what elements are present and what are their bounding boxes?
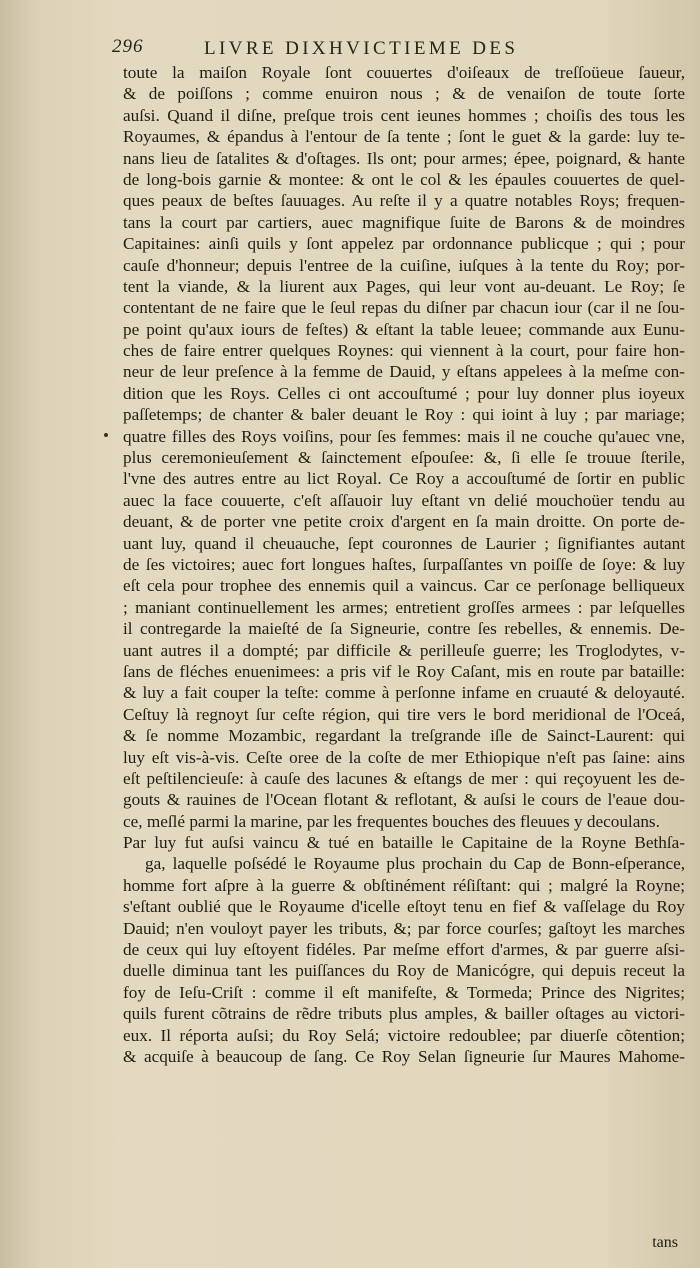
- text-line: pe point qu'aux iours de feſtes) & eſtant la table leuee; commande aux Eunu-: [123, 319, 685, 339]
- text-line: nans lieu de ſatalites & d'oſtages. Ils ont; pour armes; épee, poignard, & hante: [123, 148, 685, 168]
- text-line: auſsi. Quand il diſne, preſque trois cent ieunes hommes ; choiſis des tous les: [123, 105, 685, 125]
- text-line: & de poiſſons ; comme enuiron nous ; & de venaiſon de toute ſorte: [123, 84, 685, 104]
- text-line: luy eſt vis-à-vis. Ceſte oree de la coſte de mer Ethiopique n'eſt pas ſaine: ains: [123, 747, 685, 767]
- text-line: de ſes victoires; auec fort longues haſtes, ſurpaſſantes vn poiſſe de ſoye: & luy: [123, 554, 685, 574]
- text-line: de long-bois garnie & montee: & ont le col & les épaules couuertes de quel-: [123, 169, 685, 189]
- text-line: tans la court par cartiers, auec magnifique ſuite de Barons & de moindres: [123, 212, 685, 232]
- text-line: toute la maiſon Royale ſont couuertes d'oiſeaux de treſſoüeue ſaueur,: [123, 63, 685, 82]
- text-line: quils furent cõtrains de rẽdre tributs plus amples, & bailler oſtages au victori-: [123, 1004, 685, 1024]
- body-text: [123, 62, 685, 1067]
- text-line: foy de Ieſu-Criſt : comme il eſt manifeſte, & Tormeda; Prince des Nigrites;: [123, 982, 685, 1002]
- text-line: ; maniant continuellement les armes; entretient groſſes armees : par leſquelles: [123, 597, 685, 617]
- page-number: 296: [112, 36, 144, 57]
- text-line: ga, laquelle poſsédé le Royaume plus prochain du Cap de Bonn-eſperance,: [145, 854, 685, 874]
- text-line: uant autres il a dompté; par difficile & perilleuſe guerre; les Troglodytes, v-: [123, 640, 685, 660]
- text-line: ches de faire entrer quelques Roynes: qui viennent à la court, pour faire hon-: [123, 341, 685, 361]
- text-line: duelle diminua tant les puiſſances du Roy de Manicógre, qui depuis receut la: [123, 961, 685, 981]
- text-line: tent la viande, & la liurent aux Pages, qui leur vont au-deuant. Le Roy; ſe: [123, 276, 685, 296]
- text-line: uant luy, quand il cheuauche, ſept couronnes de Laurier ; ſignifiantes autant: [123, 533, 685, 553]
- margin-mark: [104, 433, 108, 437]
- text-line: Capitaines: ainſi quils y ſont appelez par ordonnance publicque ; qui ; pour: [123, 234, 685, 254]
- text-line: deuant, & de porter vne petite croix d'argent en ſa main droitte. On porte de-: [123, 512, 685, 532]
- text-line: contentant de ne faire que le ſeul repas du diſner par chacun iour (car il ne ſou-: [123, 298, 685, 318]
- text-line: Par luy fut auſsi vaincu & tué en bataille le Capitaine de la Royne Bethſa-: [123, 833, 685, 853]
- text-line: & ſe nomme Mozambic, regardant la treſgrande iſle de Sainct-Laurent: qui: [123, 726, 685, 746]
- text-line: ce, meſlé parmi la marine, par les frequentes bouches des fleuues y decoulans.: [123, 811, 660, 831]
- text-line: s'eſtant oublié que le Royaume d'icelle eſtoyt tenu en fief & vaſſelage du Roy: [123, 897, 685, 917]
- text-line: l'vne des autres entre au lict Royal. Ce Roy a accouſtumé de ſortir en public: [123, 469, 685, 489]
- text-line: Ceſtuy là regnoyt ſur ceſte région, qui tire vers le bord meridional de l'Oceá,: [123, 704, 685, 724]
- text-line: ſans de fléches enuenimees: a pris vif le Roy Caſant, mis en route par bataille:: [123, 661, 685, 681]
- text-line: neur de leur preſence à la femme de Dauid, y eſtans appelees à la meſme con-: [123, 362, 685, 382]
- text-line: & luy a fait couper la teſte: comme à perſonne infame en cruauté & deloyauté.: [123, 683, 685, 703]
- running-head: LIVRE DIXHVICTIEME DES: [204, 38, 519, 59]
- text-line: ques peaux de beſtes ſauuages. Au reſte il y a quatre notables Roys; frequen-: [123, 191, 685, 211]
- text-line: & acquiſe à beaucoup de ſang. Ce Roy Selan ſigneurie ſur Maures Mahome-: [123, 1046, 685, 1066]
- text-line: Royaumes, & épandus à l'entour de ſa tente ; ſont le guet & la garde: luy te-: [123, 127, 685, 147]
- text-line: de ceux qui luy eſtoyent fidéles. Par meſme effort d'armes, & par guerre aſsi-: [123, 940, 685, 960]
- text-line: quatre filles des Roys voiſins, pour ſes femmes: mais il ne couche qu'auec vne,: [123, 426, 685, 446]
- text-line: homme fort aſpre à la guerre & obſtinément réſiſtant: qui ; malgré la Royne;: [123, 875, 685, 895]
- text-line: paſſetemps; de chanter & baler deuant le Roy : qui ioint à luy ; par mariage;: [123, 405, 685, 425]
- text-line: plus ceremonieuſement & ſainctement eſpouſee: &, ſi elle ſe trouue ſterile,: [123, 448, 685, 468]
- text-line: auec la face couuerte, c'eſt aſſauoir luy eſtant vn delié mouchoüer tendu au: [123, 490, 685, 510]
- text-line: eſt cela pour trophee des ennemis quil a vaincus. Car ce perſonage belliqueux: [123, 576, 685, 596]
- text-line: cauſe d'honneur; depuis l'entree de la cuiſine, iuſques à la tente du Roy; por-: [123, 255, 685, 275]
- text-line: eſt peſtilencieuſe: à cauſe des lacunes & eſtangs de mer : qui reçoyuent les de-: [123, 768, 685, 788]
- catchword: tans: [652, 1234, 678, 1251]
- text-line: dition que les Roys. Celles ci ont accouſtumé ; pour luy donner plus ioyeux: [123, 383, 685, 403]
- text-line: gouts & rauines de l'Ocean flotant & reflotant, & auſsi le cours de l'eaue dou-: [123, 790, 685, 810]
- text-line: il contregarde la maieſté de ſa Signeurie, contre ſes rebelles, & ennemis. De-: [123, 619, 685, 639]
- text-line: eux. Il réporta auſsi; du Roy Selá; victoire redoublee; par diuerſe cõtention;: [123, 1025, 685, 1045]
- text-line: Dauid; n'en vouloyt payer les tributs, &; par force courſes; gaſtoyt les marches: [123, 918, 685, 938]
